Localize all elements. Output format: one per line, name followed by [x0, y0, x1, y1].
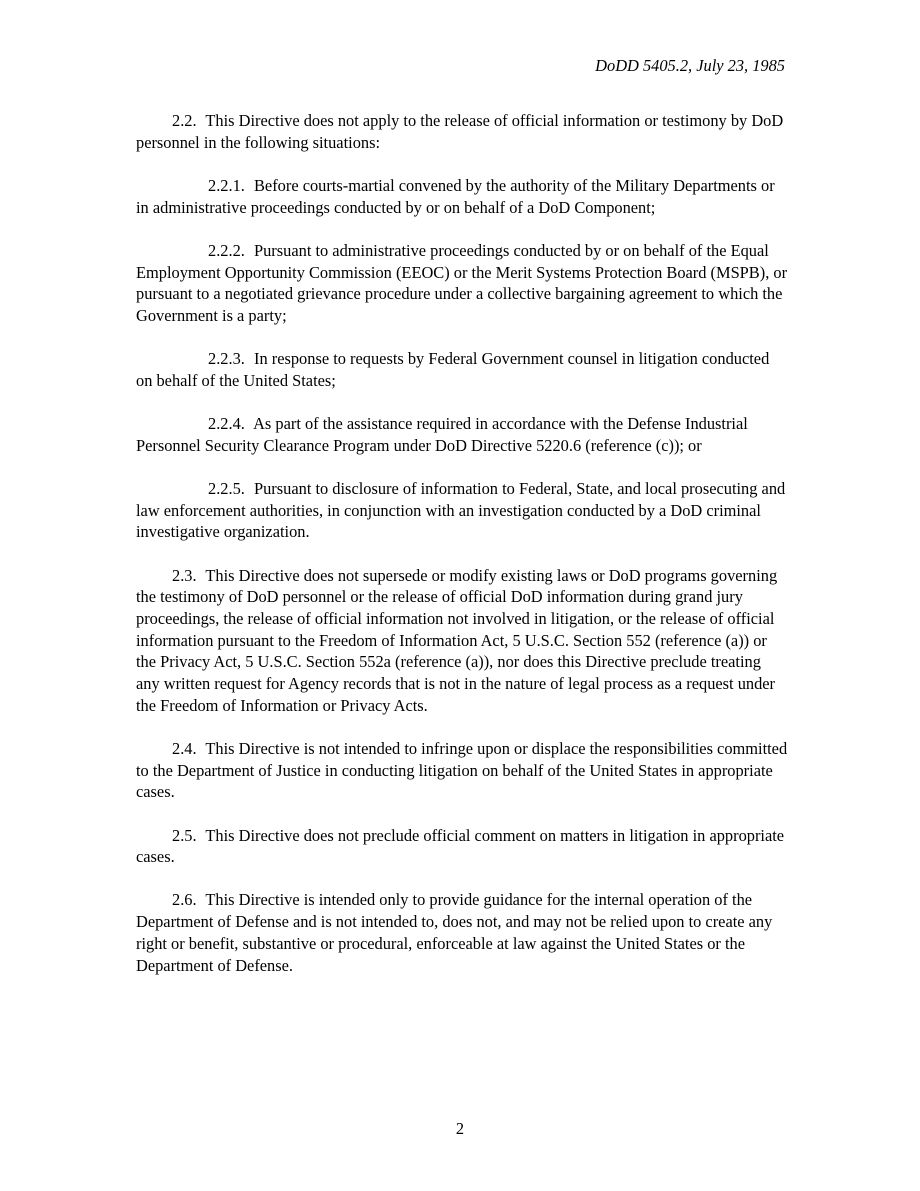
paragraph-2-6: [136, 889, 788, 976]
paragraph-number: 2.2.2.: [208, 240, 245, 260]
paragraph-text: Pursuant to administrative proceedings conducted by or on behalf of the Equal Employment Opportunity Commission (EEOC) or the Merit Systems Protection Board (MSPB), or pursuant to a negotiated grievance procedure under a collective bargaining agreement to which the Government is a party;: [136, 240, 788, 325]
paragraph-2-2: [136, 110, 788, 153]
paragraph-2-2-4: [136, 413, 788, 456]
paragraph-text: In response to requests by Federal Government counsel in litigation conducted on behalf of the United States;: [136, 349, 770, 390]
document-body: [136, 110, 788, 998]
paragraph-2-2-5: [136, 478, 788, 543]
paragraph-text: This Directive does not supersede or modify existing laws or DoD programs governing the testimony of DoD personnel or the release of official DoD information during grand jury proceedings, the release of official information not involved in litigation, or the release of official information pursuant to the Freedom of Information Act, 5 U.S.C. Section 552 (reference (a)) or the Privacy Act, 5 U.S.C. Section 552a (reference (a)), nor does this Directive preclude treating any written request for Agency records that is not in the nature of legal process as a request under the Freedom of Information or Privacy Acts.: [136, 565, 778, 715]
paragraph-number: 2.2.1.: [208, 175, 245, 195]
paragraph-number: 2.2.3.: [208, 349, 245, 369]
paragraph-2-4: [136, 738, 788, 803]
paragraph-text: As part of the assistance required in accordance with the Defense Industrial Personnel Security Clearance Program under DoD Directive 5220.6 (reference (c)); or: [136, 414, 748, 455]
running-header: DoDD 5405.2, July 23, 1985: [595, 56, 785, 75]
paragraph-2-2-2: [136, 240, 788, 327]
paragraph-number: 2.3.: [172, 565, 197, 585]
paragraph-text: This Directive does not apply to the release of official information or testimony by DoD personnel in the following situations:: [136, 111, 784, 152]
paragraph-number: 2.2.5.: [208, 478, 245, 498]
paragraph-text: This Directive is intended only to provide guidance for the internal operation of the Department of Defense and is not intended to, does not, and may not be relied upon to create any right or benefit, substantive or procedural, enforceable at law against the United States or the Department of Defense.: [136, 890, 773, 975]
paragraph-text: This Directive is not intended to infringe upon or displace the responsibilities committed to the Department of Justice in conducting litigation on behalf of the United States in appropriate cases.: [136, 738, 788, 802]
paragraph-2-3: [136, 565, 788, 717]
page-number: 2: [455, 1119, 465, 1138]
paragraph-text: Pursuant to disclosure of information to Federal, State, and local prosecuting and law enforcement authorities, in conjunction with an investigation conducted by a DoD criminal investigative organization.: [136, 478, 786, 542]
paragraph-number: 2.6.: [172, 890, 197, 910]
paragraph-2-5: [136, 825, 788, 868]
paragraph-number: 2.2.4.: [208, 414, 245, 434]
paragraph-text: This Directive does not preclude official comment on matters in litigation in appropriate cases.: [136, 825, 785, 867]
paragraph-number: 2.4.: [172, 738, 197, 758]
paragraph-text: Before courts-martial convened by the authority of the Military Departments or in administrative proceedings conducted by or on behalf of a DoD Component;: [136, 175, 775, 217]
paragraph-number: 2.5.: [172, 825, 197, 845]
paragraph-2-2-1: [136, 175, 788, 218]
paragraph-number: 2.2.: [172, 111, 197, 130]
paragraph-2-2-3: [136, 348, 788, 391]
